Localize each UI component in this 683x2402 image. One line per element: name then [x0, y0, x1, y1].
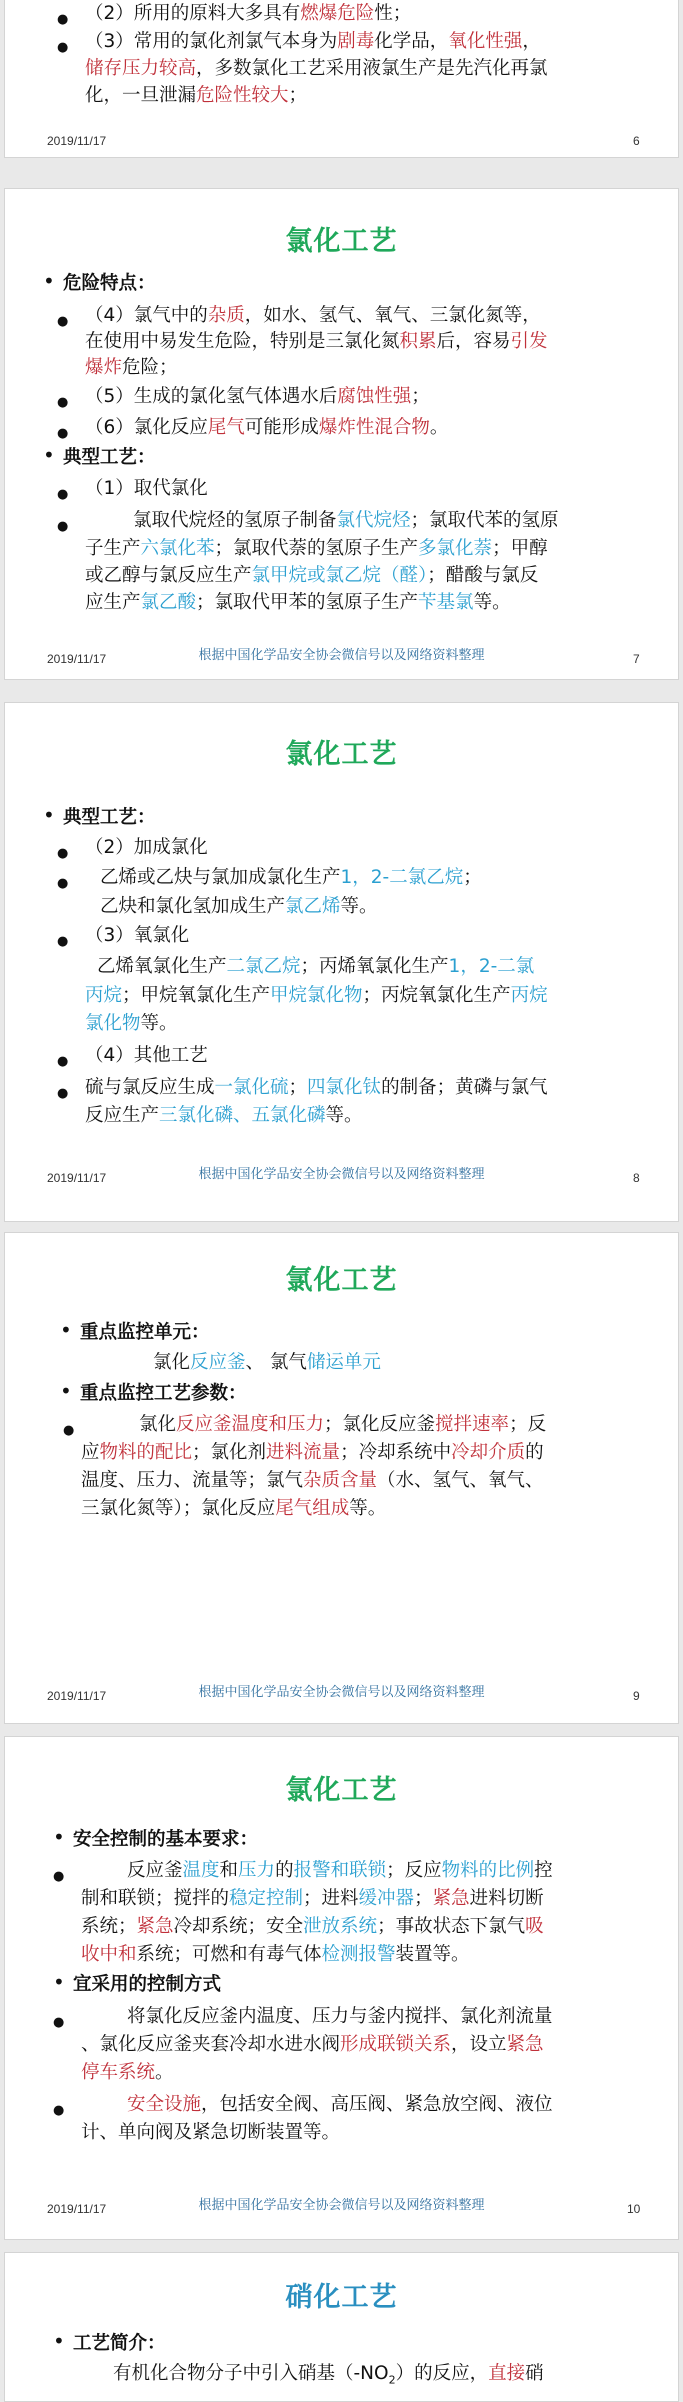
bullet-dot: ●	[53, 1869, 65, 1884]
text-line: 化，一旦泄漏危险性较大；	[85, 85, 308, 106]
slide-title: 氯化工艺	[285, 1265, 398, 1296]
text-line: 温度、压力、流量等；氯气杂质含量（水、氢气、氧气、	[81, 1470, 544, 1491]
section-heading: 典型工艺：	[63, 447, 156, 468]
slide-date: 2019/11/17	[47, 1689, 107, 1703]
slide-11	[4, 2252, 679, 2402]
text-line: 反应釜温度和压力的报警和联锁；反应物料的比例控	[127, 1860, 553, 1881]
section-heading: 典型工艺：	[63, 807, 156, 828]
text-line: 计、单向阀及紧急切断装置等。	[81, 2122, 341, 2143]
slide-date: 2019/11/17	[47, 652, 107, 666]
slide-6	[4, 0, 679, 158]
text-line: 氯化反应釜、 氯气储运单元	[153, 1352, 381, 1373]
slide-title: 硝化工艺	[285, 2282, 398, 2313]
text-line: 停车系统。	[81, 2062, 174, 2083]
text-line: 有机化合物分子中引入硝基$(-NO_2)$的反应，直接硝	[113, 2363, 544, 2387]
section-heading: 重点监控工艺参数：	[80, 1383, 247, 1404]
text-line: 储存压力较高，多数氯化工艺采用液氯生产是先汽化再氯	[85, 58, 548, 79]
bullet-dot: ●	[57, 395, 69, 410]
source-note: 根据中国化学品安全协会微信号以及网络资料整理	[198, 648, 485, 663]
slide-date: 2019/11/17	[47, 2202, 107, 2216]
source-note: 根据中国化学品安全协会微信号以及网络资料整理	[198, 1685, 485, 1700]
bullet-dot: ●	[57, 314, 69, 329]
section-heading: 重点监控单元：	[80, 1322, 210, 1343]
text-line: 收中和系统；可燃和有毒气体检测报警装置等。	[81, 1944, 470, 1965]
bullet-dot: •	[53, 1970, 65, 1994]
bullet-dot: ●	[53, 2015, 65, 2030]
section-heading: 工艺简介：	[73, 2333, 166, 2354]
text-line: 乙炔和氯化氢加成生产氯乙烯等。	[100, 896, 378, 917]
bullet-dot: ●	[57, 846, 69, 861]
section-heading: 危险特点：	[63, 273, 156, 294]
text-line: 或乙醇与氯反应生产氯甲烷或氯乙烷（醛）；醋酸与氯反	[85, 565, 539, 586]
text-line: （3）氧氯化	[85, 925, 190, 946]
text-line: （4）氯气中的杂质，如水、氢气、氧气、三氯化氮等，	[85, 305, 541, 326]
text-line: （1）取代氯化	[85, 478, 208, 499]
bullet-dot: ●	[57, 519, 69, 534]
text-line: 系统；紧急冷却系统；安全泄放系统；事故状态下氯气吸	[81, 1916, 544, 1937]
text-line: 安全设施，包括安全阀、高压阀、紧急放空阀、液位	[127, 2094, 553, 2115]
bullet-dot: •	[53, 1825, 65, 1849]
bullet-dot: •	[60, 1379, 72, 1403]
slide-page-number: 7	[633, 652, 640, 666]
text-line: （2）所用的原料大多具有燃爆危险性；	[85, 3, 412, 24]
source-note: 根据中国化学品安全协会微信号以及网络资料整理	[198, 1167, 485, 1182]
bullet-dot: ●	[57, 426, 69, 441]
bullet-dot: •	[53, 2329, 65, 2353]
text-line: （5）生成的氯化氢气体遇水后腐蚀性强；	[85, 386, 430, 407]
bullet-dot: •	[43, 803, 55, 827]
section-heading: 宜采用的控制方式	[73, 1974, 222, 1995]
text-line: 子生产六氯化苯；氯取代萘的氢原子生产多氯化萘；甲醇	[85, 538, 548, 559]
slide-9	[4, 1232, 679, 1724]
source-note: 根据中国化学品安全协会微信号以及网络资料整理	[198, 2198, 485, 2213]
text-line: 爆炸危险；	[85, 357, 178, 378]
bullet-dot: ●	[57, 1086, 69, 1101]
text-line: 丙烷；甲烷氧氯化生产甲烷氯化物；丙烷氧氯化生产丙烷	[85, 985, 548, 1006]
text-line: 、氯化反应釜夹套冷却水进水阀形成联锁关系，设立紧急	[81, 2034, 544, 2055]
bullet-dot: ●	[57, 487, 69, 502]
bullet-dot: ●	[57, 12, 69, 27]
slide-title: 氯化工艺	[285, 226, 398, 257]
slide-7	[4, 188, 679, 680]
text-line: 将氯化反应釜内温度、压力与釜内搅拌、氯化剂流量	[127, 2006, 553, 2027]
slide-date: 2019/11/17	[47, 134, 107, 148]
text-line: （2）加成氯化	[85, 837, 208, 858]
bullet-dot: •	[43, 443, 55, 467]
text-line: 在使用中易发生危险，特别是三氯化氮积累后，容易引发	[85, 331, 548, 352]
slide-page-number: 6	[633, 134, 640, 148]
slide-page-number: 9	[633, 1689, 640, 1703]
text-line: 应物料的配比；氯化剂进料流量；冷却系统中冷却介质的	[81, 1442, 544, 1463]
text-line: 乙烯氧氯化生产二氯乙烷；丙烯氧氯化生产1，2-二氯	[97, 956, 535, 977]
slide-page-number: 10	[627, 2202, 641, 2216]
section-heading: 安全控制的基本要求：	[73, 1829, 259, 1850]
slide-title: 氯化工艺	[285, 739, 398, 770]
text-line: 制和联锁；搅拌的稳定控制；进料缓冲器；紧急进料切断	[81, 1888, 544, 1909]
text-line: （3）常用的氯化剂氯气本身为剧毒化学品，氧化性强，	[85, 31, 541, 52]
bullet-dot: •	[43, 269, 55, 293]
slide-date: 2019/11/17	[47, 1171, 107, 1185]
bullet-dot: ●	[53, 2103, 65, 2118]
text-line: 氯化物等。	[85, 1013, 178, 1034]
bullet-dot: ●	[57, 934, 69, 949]
bullet-dot: ●	[57, 876, 69, 891]
bullet-dot: ●	[57, 1054, 69, 1069]
slide-10	[4, 1736, 679, 2240]
text-line: 硫与氯反应生成一氯化硫；四氯化钛的制备；黄磷与氯气	[85, 1077, 548, 1098]
bullet-dot: ●	[57, 40, 69, 55]
text-line: 氯化反应釜温度和压力；氯化反应釜搅拌速率；反	[139, 1414, 547, 1435]
text-line: 三氯化氮等）；氯化反应尾气组成等。	[81, 1498, 387, 1519]
text-line: （4）其他工艺	[85, 1045, 208, 1066]
slide-page-number: 8	[633, 1171, 640, 1185]
bullet-dot: ●	[63, 1423, 75, 1438]
slide-8	[4, 702, 679, 1222]
text-line: 氯取代烷烃的氢原子制备氯代烷烃；氯取代苯的氢原	[133, 510, 559, 531]
bullet-dot: •	[60, 1318, 72, 1342]
slide-title: 氯化工艺	[285, 1775, 398, 1806]
text-line: （6）氯化反应尾气可能形成爆炸性混合物。	[85, 417, 449, 438]
text-line: 反应生产三氯化磷、五氯化磷等。	[85, 1105, 363, 1126]
text-line: 乙烯或乙炔与氯加成氯化生产1，2-二氯乙烷；	[100, 867, 482, 888]
text-line: 应生产氯乙酸；氯取代甲苯的氢原子生产苄基氯等。	[85, 592, 511, 613]
